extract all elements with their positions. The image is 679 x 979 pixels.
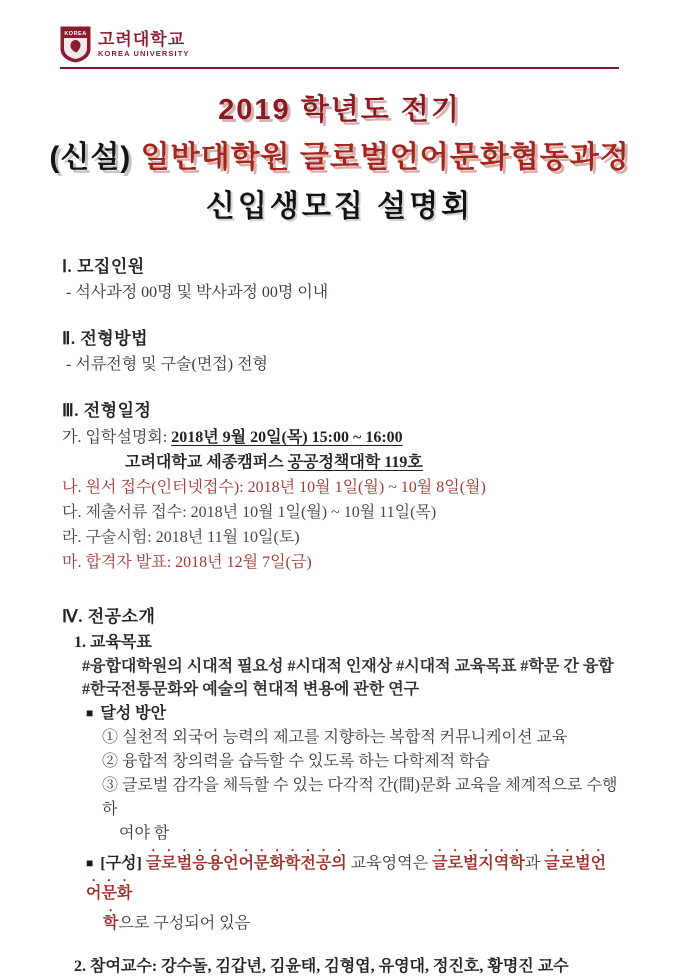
square-bullet-icon: ■ <box>86 856 94 870</box>
svg-text:KOREA: KOREA <box>64 30 87 37</box>
schedule-ga-label: 가. 입학설명회: <box>62 429 172 446</box>
university-logo <box>60 24 619 64</box>
achievement-item-2: ② 융합적 창의력을 습득할 수 있도록 하는 다학제적 학습 <box>102 753 491 770</box>
hashtag-line-2: #한국전통문화와 예술의 현대적 변용에 관한 연구 <box>82 681 420 698</box>
schedule-ga-datetime: 2018년 9월 20일(목) 15:00 ~ 16:00 <box>171 429 403 446</box>
document-body <box>0 229 679 979</box>
title-program-name: 일반대학원 글로벌언어문화협동과정 <box>140 141 630 174</box>
section-schedule <box>62 397 621 575</box>
composition-label: [구성] <box>100 855 146 872</box>
composition-mid-text-1: 교육영역은 <box>346 855 433 872</box>
header <box>0 0 679 69</box>
section3-heading: Ⅲ. 전형일정 <box>62 401 152 420</box>
composition-mid-text-2: 과 <box>524 855 545 872</box>
hashtag-line-1: #융합대학원의 시대적 필요성 #시대적 인재상 #시대적 교육목표 #학문 간 융합 <box>82 658 614 675</box>
participating-professors: 2. 참여교수: 강수돌, 김갑년, 김윤태, 김형엽, 유영대, 정진호, 황명진 교수 <box>74 958 569 975</box>
square-bullet-icon: ■ <box>86 706 94 720</box>
title-event: 신입생모집 설명회 <box>205 190 474 223</box>
achievement-plan-title: 달성 방안 <box>100 705 167 722</box>
schedule-location <box>125 450 621 475</box>
achievement-plan-heading <box>86 701 621 726</box>
composition-line <box>86 846 621 906</box>
composition-major-name: 글로벌응용언어문화학전공의 <box>145 855 347 872</box>
composition-area-2-continued: 학 <box>103 915 119 932</box>
university-name-english: KOREA UNIVERSITY <box>98 48 190 58</box>
title-year-term: 2019 학년도 전기 <box>218 94 461 126</box>
composition-tail-text: 으로 구성되어 있음 <box>118 915 251 932</box>
section-recruitment <box>62 253 621 305</box>
achievement-item-3-continued: 여야 함 <box>119 825 170 842</box>
schedule-location-room: 공공정책대학 119호 <box>287 454 423 471</box>
composition-line-continued <box>103 906 621 936</box>
schedule-application: 나. 원서 접수(인터넷접수): 2018년 10월 1일(월) ~ 10월 8일(월) <box>62 479 486 496</box>
title-program-new-tag: (신설) <box>49 141 132 174</box>
logo-text <box>98 30 190 59</box>
section-major-intro <box>62 603 621 979</box>
schedule-location-campus: 고려대학교 세종캠퍼스 <box>125 454 288 471</box>
achievement-item-1: ① 실천적 외국어 능력의 제고를 지향하는 복합적 커뮤니케이션 교육 <box>102 729 568 746</box>
header-divider <box>60 67 619 69</box>
university-name-korean: 고려대학교 <box>98 29 186 49</box>
achievement-item-3: ③ 글로벌 감각을 체득할 수 있는 다각적 간(間)문화 교육을 체계적으로 수행하 <box>102 777 618 818</box>
section2-heading: Ⅱ. 전형방법 <box>62 329 149 348</box>
section2-body: - 서류전형 및 구술(면접) 전형 <box>66 356 269 373</box>
composition-area-1: 글로벌지역학 <box>432 855 525 872</box>
education-goal-heading: 1. 교육목표 <box>74 634 152 651</box>
composition-area-2: 글로벌언어문화 <box>86 855 607 902</box>
title-program <box>0 135 679 181</box>
section1-body: - 석사과정 00명 및 박사과정 00명 이내 <box>66 284 329 301</box>
schedule-documents: 다. 제출서류 접수: 2018년 10월 1일(월) ~ 10월 11일(목) <box>62 504 437 521</box>
title-block <box>0 91 679 229</box>
schedule-oral-exam: 라. 구술시험: 2018년 11월 10일(토) <box>62 529 300 546</box>
section4-heading: Ⅳ. 전공소개 <box>62 607 156 626</box>
ku-crest-icon <box>60 26 91 63</box>
schedule-announcement: 마. 합격자 발표: 2018년 12월 7일(금) <box>62 554 312 571</box>
schedule-info-session <box>62 425 621 450</box>
section-method <box>62 325 621 377</box>
section1-heading: Ⅰ. 모집인원 <box>62 257 145 276</box>
